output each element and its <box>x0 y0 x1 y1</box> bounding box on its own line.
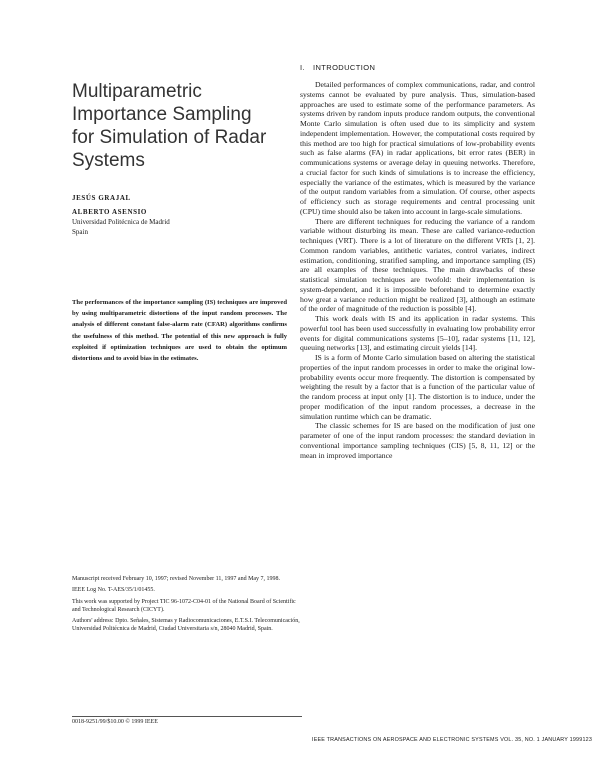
paragraph-5: The classic schemes for IS are based on the modification of just one parameter of one of the input random processes: the standard deviation in conventional importance sampling techniques (CIS) [5, 8, 11, 12] or the mean in improved importance <box>300 421 535 460</box>
author-2 <box>72 207 287 237</box>
paragraph-1: Detailed performances of complex communications, radar, and control systems cannot be evaluated by pure analysis. Thus, simulation-based approaches are used to estimate some of the performance parameters. As systems driven by random inputs produce random outputs, the conventional Monte Carlo simulation is often used due to its simplicity and system independent implementation. However, the computational costs required by this method are too high for practical simulations of low-probability events such as false alarms (FA) in radar applications, bit error rates (BER) in communications systems or average delay in queuing networks. Therefore, a crucial factor for such kinds of simulations is to increase the efficiency, especially the variance of the estimates, which is measured by the variance of the output random variables from a simulation. Of course, other aspects of efficiency such as storage requirements and central processing unit (CPU) time should also be taken into account in large-scale simulations. <box>300 80 535 216</box>
title-block <box>72 80 287 172</box>
issn-line: 0018-9251/99/$10.00 © 1999 IEEE <box>72 716 302 725</box>
author-name: ALBERTO ASENSIO <box>72 208 147 216</box>
paragraph-2: There are different techniques for reducing the variance of a random variable without disturbing its mean. These are called variance-reduction techniques (VRT). There is a lot of literature on the different VRTs [1, 2]. Common random variables, antithetic variates, control variates, indirect estimation, conditioning, stratified sampling, and importance sampling (IS) are all examples of these techniques. The main drawbacks of these statistical simulation techniques are twofold: their implementation is system-dependent, and it is impossible beforehand to determine exactly how great a variance reduction might be realized [3], although an estimate of the order of magnitude of the reduction is possible [4]. <box>300 216 535 314</box>
author-country: Spain <box>72 228 88 236</box>
author-name: JESÚS GRAJAL <box>72 194 131 202</box>
author-affiliation: Universidad Politécnica de Madrid <box>72 218 170 226</box>
page-number: 123 <box>582 737 593 743</box>
paper-title: Multiparametric Importance Sampling for Simulation of Radar Systems <box>72 81 267 171</box>
body-column <box>300 63 535 460</box>
section-title: INTRODUCTION <box>312 63 376 72</box>
section-number: I. <box>300 63 305 72</box>
page-footer <box>312 737 593 743</box>
abstract: The performances of the importance sampling (IS) techniques are improved by using multiparametric distortions of the input random processes. The analysis of different constant false-alarm rate (CFAR) algorithms confirms the usefulness of this method. The potential of this new approach is fully exploited if optimization techniques are used to obtain the optimum distortions and to avoid bias in the estimates. <box>72 299 287 363</box>
footnote-address: Authors' address: Dpto. Señales, Sistemas y Radiocomunicaciones, E.T.S.I. Telecomunicación, Universidad Politécnica de Madrid, Ciudad Universitaria s/n, 28040 Madrid, Spain. <box>72 618 300 633</box>
author-list <box>72 193 287 241</box>
journal-citation: IEEE TRANSACTIONS ON AEROSPACE AND ELECTRONIC SYSTEMS VOL. 35, NO. 1 JANUARY 1999 <box>312 737 583 743</box>
footnotes <box>72 575 302 637</box>
footnote-manuscript: Manuscript received February 10, 1997; revised November 11, 1997 and May 7, 1998. <box>72 576 281 582</box>
author-1 <box>72 193 287 203</box>
footnote-ieee-log: IEEE Log No. T-AES/35/1/01455. <box>72 587 155 594</box>
paragraph-3: This work deals with IS and its application in radar systems. This powerful tool has been used successfully in evaluating low probability error events for digital communications systems [5–10], radar systems [11, 12], queuing networks [13], and estimating circuit yields [14]. <box>300 314 535 353</box>
section-heading <box>300 63 535 72</box>
paragraph-4: IS is a form of Monte Carlo simulation based on altering the statistical properties of the input random processes in order to make the original low-probability events occur more frequently. The distortion is compensated by weighting the result by a factor that is a function of the particular value of the random process at input only [1]. The distortion is to induce, under the proper modification of the input random processes, a decrease in the simulation runtime which can be dramatic. <box>300 353 535 421</box>
footnote-funding: This work was supported by Project TIC 96-1072-C04-01 of the National Board of Scientific and Technological Research (CICYT). <box>72 598 296 613</box>
